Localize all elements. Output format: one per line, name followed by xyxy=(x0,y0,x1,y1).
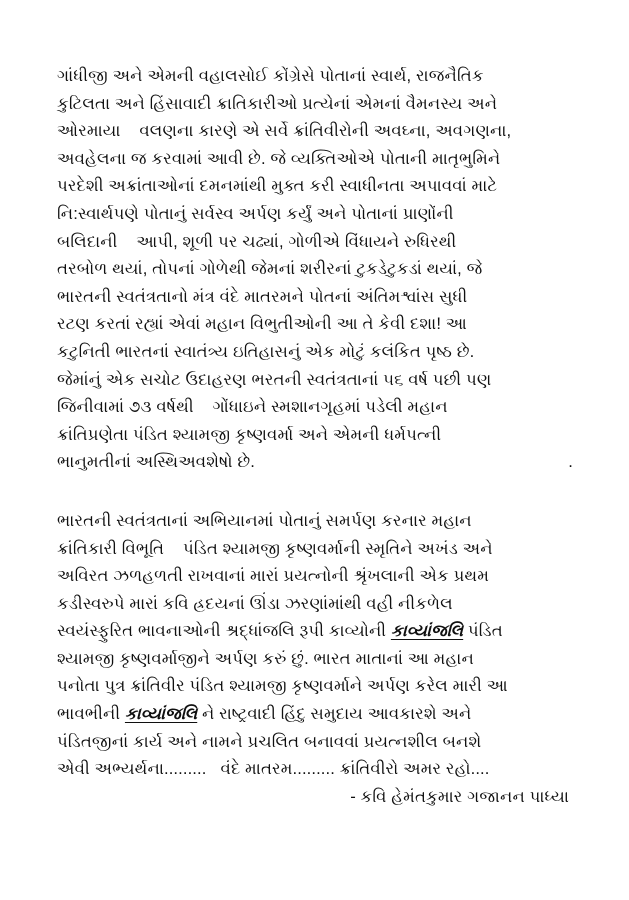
trailing-period-mark: . xyxy=(568,452,573,472)
line-text-before: ભાવભીની xyxy=(57,704,125,724)
line-text-after: ને રાષ્ટ્રવાદી હિંદુ સમુદાય આવકારશે અને xyxy=(197,704,472,724)
text-line: કડીસ્વરુપે મારાં કવિ હ્રદયનાં ઊંડા ઝરણાંમાંથી વહી નીકળેલ xyxy=(57,593,453,613)
text-line: ક્રાંતિકારી વિભૂતિ પંડિત શ્યામજી કૃષ્ણવર્માની સ્મૃતિને અખંડ અને xyxy=(57,538,493,558)
text-line: અવિરત ઝળહળતી રાખવાનાં મારાં પ્રયત્નોની શ્રૃંખલાની એક પ્રથમ xyxy=(57,566,490,586)
document-text-body xyxy=(57,62,573,810)
text-line: પંડિતજીનાં કાર્ય અને નામને પ્રચલિત બનાવવાં પ્રયત્નશીલ બનશે xyxy=(57,731,482,751)
text-line: ભારતની સ્વતંત્રતાનો મંત્ર વંદે માતરમને પોતનાં અંતિમશ્વાંસ સુધી xyxy=(57,286,468,306)
paragraph-1 xyxy=(57,62,573,476)
text-line: રટણ કરતાં રહ્યાં એવાં મહાન વિભુતીઓની આ તે કેવી દશા! આ xyxy=(57,314,467,334)
text-line: શ્યામજી કૃષ્ણવર્માજીને અર્પણ કરું છું. ભારત માતાનાં આ મહાન xyxy=(57,648,474,668)
emphasis-word-kavyanjali: કાવ્યાંજલિ xyxy=(124,704,198,724)
text-line: એવી અભ્યર્થના......... વંદે માતરમ......... ક્રાંતિવીરો અમર રહો.... xyxy=(57,759,490,779)
author-signature: - કવિ હેમંતકુમાર ગજાનન પાધ્યા xyxy=(350,786,569,806)
text-line: પરદેશી અક્રાંતાઓનાં દમનમાંથી મુક્ત કરી સ્વાધીનતા અપાવવાં માટે xyxy=(57,176,498,196)
text-line: અવહેલના જ કરવામાં આવી છે. જે વ્યક્તિઓએ પોતાની માતૃભુમિને xyxy=(57,148,501,168)
text-line: કુટિલતા અને હિંસાવાદી ક્રાતિકારીઓ પ્રત્યેનાં એમનાં વૈમનસ્ય અને xyxy=(57,93,498,113)
text-line: જિનીવામાં ૭૩ વર્ષથી ગોંધાઇને સ્મશાનગૃહમાં પડેલી મહાન xyxy=(57,397,448,417)
text-line: ગાંધીજી અને એમની વહાલસોઈ કોંગ્રેસે પોતાનાં સ્વાર્થ, રાજનૈતિક xyxy=(57,66,484,85)
text-line: જેમાંનું એક સચોટ ઉદાહરણ ભરતની સ્વતંત્રતાનાં ૫૬ વર્ષ પછી પણ xyxy=(57,369,492,389)
paragraph-2 xyxy=(57,507,573,811)
text-line: ક્રાંતિપ્રણેતા પંડિત શ્યામજી કૃષ્ણવર્મા અને એમની ધર્મપત્ની xyxy=(57,424,442,444)
text-line-with-emphasis xyxy=(57,617,573,645)
text-line-final-text: ભાનુમતીનાં અસ્થિઅવશેષો છે. xyxy=(57,452,256,472)
line-text-before: સ્વયંસ્ફુરિત ભાવનાઓની શ્રદ્ધાંજલિ રૂપી કાવ્યોની xyxy=(57,621,391,641)
text-line: તરબોળ થયાં, તોપનાં ગોળેથી જેમનાં શરીરનાં ટુકડેટુકડાં થયાં, જે xyxy=(57,259,483,279)
text-line: ભારતની સ્વતંત્રતાનાં અભિયાનમાં પોતાનું સમર્પણ કરનાર મહાન xyxy=(57,510,472,530)
line-text-after: પંડિત xyxy=(463,621,503,641)
text-line: પનોતા પુત્ર ક્રાંતિવીર પંડિત શ્યામજી કૃષ્ણવર્માને અર્પણ કરેલ મારી આ xyxy=(57,676,508,696)
emphasis-word-kavyanjali: કાવ્યાંજલિ xyxy=(390,621,464,641)
text-line: બલિદાની આપી, શૂળી પર ચઢ્યાં, ગોળીએ વિંધાયને રુધિરથી xyxy=(57,231,457,251)
paragraph-spacer xyxy=(57,476,573,507)
text-line: નિ:સ્વાર્થપણે પોતાનું સર્વસ્વ અર્પણ કર્યું અને પોતાનાં પ્રાણોંની xyxy=(57,203,454,223)
text-line: ઓરમાયા વલણના કારણે એ સર્વે ક્રાંતિવીરોની અવઘ્ના, અવગણના, xyxy=(57,121,512,141)
text-line: કટુનિતી ભારતનાં સ્વાતંત્ર્ય ઇતિહાસનું એક મોટું કલંકિત પૃષ્ઠ છે. xyxy=(57,341,475,361)
text-line-final xyxy=(57,448,573,476)
text-line-with-emphasis xyxy=(57,700,573,728)
